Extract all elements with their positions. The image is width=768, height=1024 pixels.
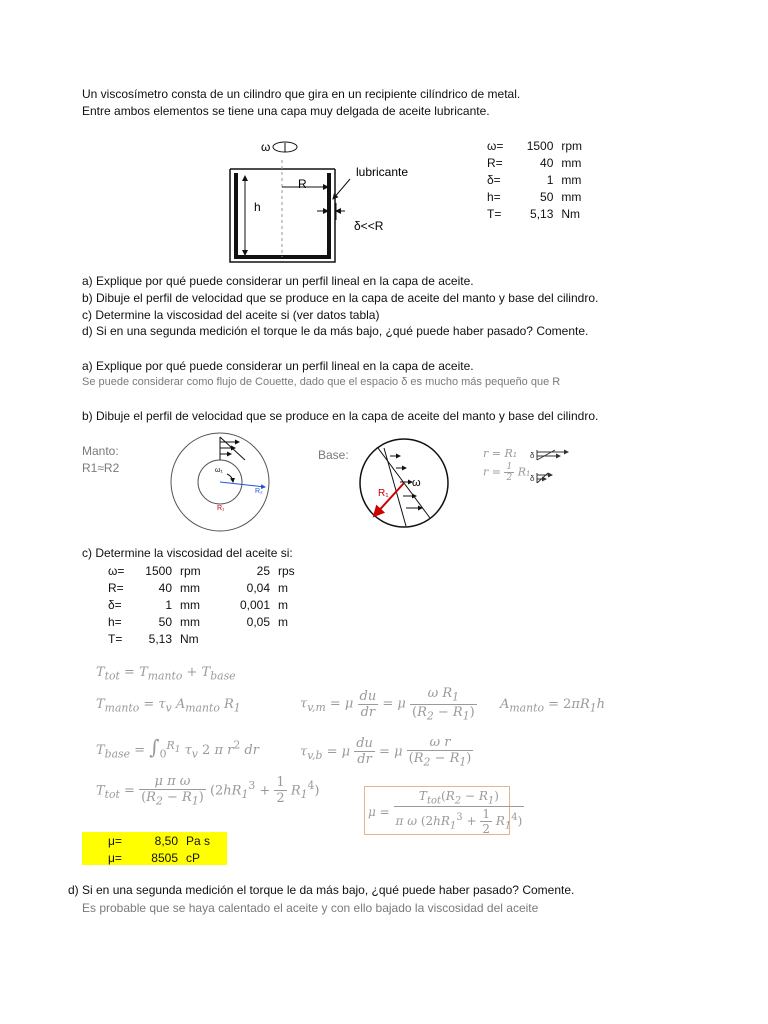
manto-note: R1≈R2 xyxy=(82,461,120,475)
base-omega: ω xyxy=(412,477,421,489)
results-table xyxy=(104,832,214,866)
r-equation-1: r = R₁ xyxy=(483,447,518,460)
formula-tbase: $T_{base} = \int_0^{R_1}$ $\tau_v$ 2 π $r^2$ dr xyxy=(96,735,259,761)
fig-delta-label: δ<<R xyxy=(354,219,384,233)
answer-b-question: b) Dibuje el perfil de velocidad que se produce en la capa de aceite del manto y base del cilindro. xyxy=(82,409,599,423)
answer-a-question: a) Explique por qué puede considerar un perfil lineal en la capa de aceite. xyxy=(82,359,474,373)
r-equation-2: r = $\frac{1}{2}$ R₁ xyxy=(483,462,531,483)
delta-label-1: δ xyxy=(530,451,535,460)
manto-omega1: ω₁ xyxy=(215,467,223,474)
table-row: μ= 8505 cP xyxy=(108,850,201,865)
fig-lubricante-label: lubricante xyxy=(356,165,409,179)
question-a: a) Explique por qué puede considerar un perfil lineal en la capa de aceite. xyxy=(82,274,474,288)
table-row: δ= 1 mm 0,001 m xyxy=(108,597,288,612)
table-row: h= 50 mm xyxy=(487,189,582,204)
answer-a-text: Se puede considerar como flujo de Couette, dado que el espacio δ es mucho más pequeño que R xyxy=(82,376,561,388)
formula-tmanto: $T_{manto} = \tau_v$ $A_{manto}$ $R_1$ xyxy=(96,697,241,715)
answer-c-heading: c) Determine la viscosidad del aceite si: xyxy=(82,546,293,560)
manto-r2: R₂ xyxy=(255,488,263,495)
base-diagram xyxy=(356,436,456,531)
table-row: μ= 8,50 Pa s xyxy=(108,833,211,848)
delta-label-2: δ xyxy=(530,474,535,483)
question-d: d) Si en una segunda medición el torque le da más bajo, ¿qué puede haber pasado? Comente. xyxy=(82,324,589,338)
manto-diagram xyxy=(165,432,275,532)
table-row: T= 5,13 Nm xyxy=(108,631,199,646)
intro-line-2: Entre ambos elementos se tiene una capa muy delgada de aceite lubricante. xyxy=(82,104,490,118)
manto-label: Manto: xyxy=(82,444,119,458)
viscometer-diagram xyxy=(225,135,425,265)
formula-ttot-expanded: $T_{tot}$ = $\frac{\text{μ π ω}}{(R_2 - R_1)}$ ($2hR_1^3$ + $\frac{1}{2}$ $R_1^4$) xyxy=(96,774,320,808)
formula-mu: μ = $T_{tot}(R_2 - R_1)$ π ω ($2hR_1^3$ + $\frac{1}{2}$ $R_1^4$) xyxy=(368,789,523,837)
table-row: ω= 1500 rpm xyxy=(487,138,583,153)
given-data-table xyxy=(483,137,586,222)
fig-omega-label: ω xyxy=(261,140,271,154)
intro-line-1: Un viscosímetro consta de un cilindro que gira en un recipiente cilíndrico de metal. xyxy=(82,87,521,101)
table-row: R= 40 mm 0,04 m xyxy=(108,580,288,595)
table-row: T= 5,13 Nm xyxy=(487,206,581,221)
answer-d-text: Es probable que se haya calentado el aceite y con ello bajado la viscosidad del aceite xyxy=(82,901,539,915)
table-row: ω= 1500 rpm 25 rps xyxy=(108,563,295,578)
conversion-table xyxy=(104,562,299,647)
formula-tau-vm: $\tau_{v,m} = \mu$ $\frac{du}{dr}$ = μ $\frac{\omega R_1}{(R_2 - R_1)}$ xyxy=(300,686,475,723)
table-row: δ= 1 mm xyxy=(487,172,582,187)
answer-d-question: d) Si en una segunda medición el torque le da más bajo, ¿qué puede haber pasado? Comente. xyxy=(68,883,575,897)
base-r1: R₁ xyxy=(378,488,389,499)
formula-tau-vb: $\tau_{v,b} = \mu$ $\frac{du}{dr}$ = μ $\frac{\text{ω r}}{(R_2 - R_1)}$ xyxy=(300,735,472,769)
profile-arrows xyxy=(530,446,570,486)
formula-ttot: $T_{tot} = T_{manto} + T_{base}$ xyxy=(96,665,236,683)
table-row: R= 40 mm xyxy=(487,155,582,170)
table-row: h= 50 mm 0,05 m xyxy=(108,614,288,629)
fig-h-label: h xyxy=(254,200,261,214)
question-c: c) Determine la viscosidad del aceite si (ver datos tabla) xyxy=(82,308,380,322)
base-label: Base: xyxy=(318,448,349,462)
manto-r1: R₁ xyxy=(217,505,225,512)
question-b: b) Dibuje el perfil de velocidad que se produce en la capa de aceite del manto y base del cilindro. xyxy=(82,291,599,305)
fig-r-label: R xyxy=(298,177,307,191)
formula-amanto: $A_{manto} = 2\pi R_1h$ xyxy=(500,697,606,715)
